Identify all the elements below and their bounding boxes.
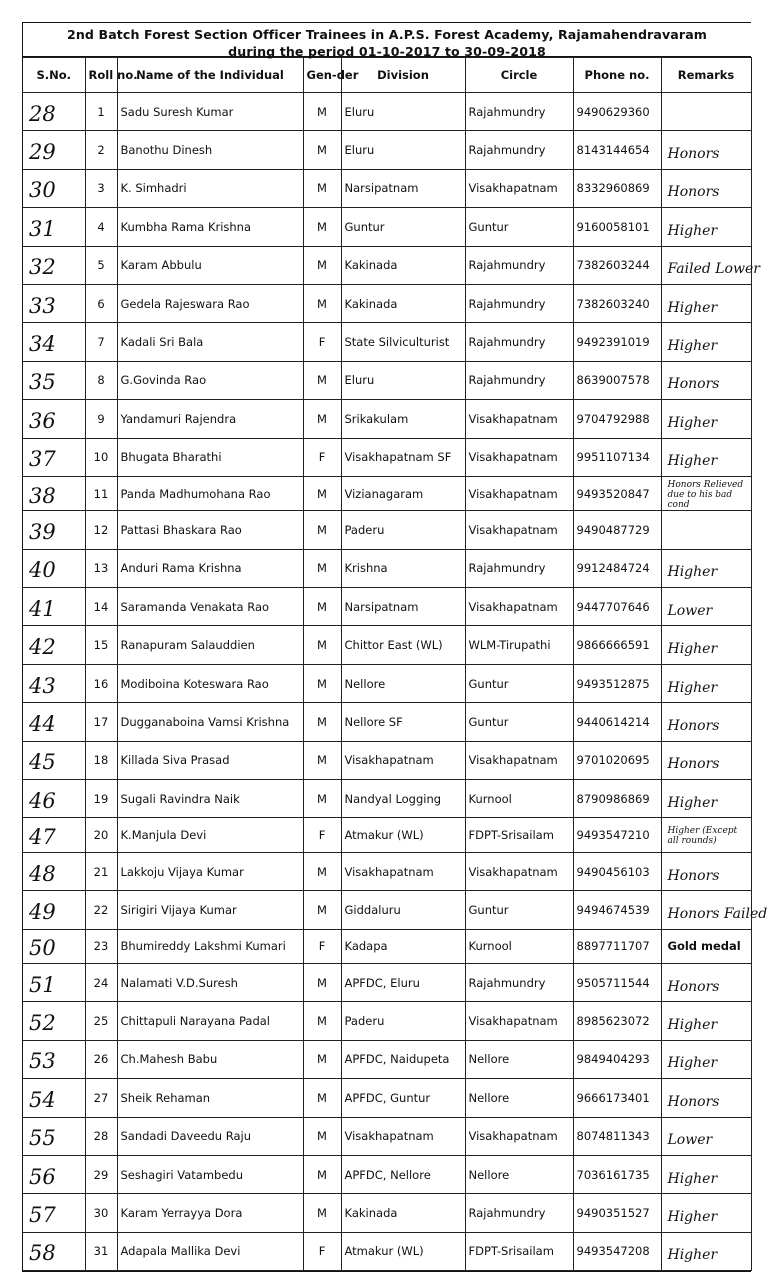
cell-gender: M bbox=[303, 963, 341, 1001]
cell-gender: M bbox=[303, 703, 341, 741]
cell-phone: 8985623072 bbox=[573, 1002, 661, 1040]
cell-circle: Rajahmundry bbox=[465, 1194, 573, 1232]
cell-phone: 9493547210 bbox=[573, 818, 661, 852]
cell-roll: 24 bbox=[85, 963, 117, 1001]
cell-name: Killada Siva Prasad bbox=[117, 741, 303, 779]
table-row bbox=[23, 400, 751, 438]
cell-name: Karam Abbulu bbox=[117, 246, 303, 284]
cell-circle: Guntur bbox=[465, 703, 573, 741]
cell-phone: 9849404293 bbox=[573, 1040, 661, 1078]
table-row bbox=[23, 626, 751, 664]
header-gender: Gen-der bbox=[303, 58, 341, 93]
cell-sno: 55 bbox=[23, 1117, 85, 1155]
cell-remarks: Higher bbox=[661, 1155, 751, 1193]
cell-roll: 21 bbox=[85, 852, 117, 890]
cell-sno: 37 bbox=[23, 438, 85, 476]
cell-phone: 8790986869 bbox=[573, 780, 661, 818]
cell-circle: Visakhapatnam bbox=[465, 169, 573, 207]
cell-name: K.Manjula Devi bbox=[117, 818, 303, 852]
cell-remarks: Higher bbox=[661, 664, 751, 702]
cell-remarks: Higher bbox=[661, 549, 751, 587]
cell-name: Modiboina Koteswara Rao bbox=[117, 664, 303, 702]
cell-roll: 16 bbox=[85, 664, 117, 702]
cell-phone: 8639007578 bbox=[573, 361, 661, 399]
cell-circle: Nellore bbox=[465, 1079, 573, 1117]
cell-sno: 36 bbox=[23, 400, 85, 438]
cell-name: Pattasi Bhaskara Rao bbox=[117, 511, 303, 549]
cell-division: Paderu bbox=[341, 1002, 465, 1040]
trainees-table bbox=[23, 57, 768, 1271]
cell-roll: 20 bbox=[85, 818, 117, 852]
cell-phone: 8143144654 bbox=[573, 131, 661, 169]
cell-gender: F bbox=[303, 1232, 341, 1270]
cell-sno: 50 bbox=[23, 929, 85, 963]
cell-division: Kakinada bbox=[341, 284, 465, 322]
table-row bbox=[23, 1079, 751, 1117]
cell-phone: 9492391019 bbox=[573, 323, 661, 361]
cell-name: Ch.Mahesh Babu bbox=[117, 1040, 303, 1078]
cell-division: Guntur bbox=[341, 208, 465, 246]
cell-sno: 58 bbox=[23, 1232, 85, 1270]
cell-roll: 22 bbox=[85, 891, 117, 929]
cell-division: Chittor East (WL) bbox=[341, 626, 465, 664]
cell-gender: F bbox=[303, 818, 341, 852]
cell-remarks: Lower bbox=[661, 1117, 751, 1155]
cell-circle: Visakhapatnam bbox=[465, 852, 573, 890]
cell-circle: Rajahmundry bbox=[465, 549, 573, 587]
cell-gender: M bbox=[303, 246, 341, 284]
cell-roll: 29 bbox=[85, 1155, 117, 1193]
cell-division: Atmakur (WL) bbox=[341, 818, 465, 852]
cell-sno: 46 bbox=[23, 780, 85, 818]
cell-remarks: Higher bbox=[661, 438, 751, 476]
cell-remarks: Failed Lower bbox=[661, 246, 751, 284]
cell-gender: M bbox=[303, 131, 341, 169]
cell-phone: 9490351527 bbox=[573, 1194, 661, 1232]
cell-phone: 9493520847 bbox=[573, 476, 661, 510]
cell-phone: 9490456103 bbox=[573, 852, 661, 890]
cell-sno: 52 bbox=[23, 1002, 85, 1040]
cell-name: K. Simhadri bbox=[117, 169, 303, 207]
cell-roll: 25 bbox=[85, 1002, 117, 1040]
cell-roll: 3 bbox=[85, 169, 117, 207]
cell-phone: 9440614214 bbox=[573, 703, 661, 741]
cell-name: Panda Madhumohana Rao bbox=[117, 476, 303, 510]
cell-phone: 9493512875 bbox=[573, 664, 661, 702]
cell-sno: 38 bbox=[23, 476, 85, 510]
cell-remarks: Higher bbox=[661, 1194, 751, 1232]
cell-gender: M bbox=[303, 1117, 341, 1155]
table-header-row bbox=[23, 58, 751, 93]
cell-remarks: Higher (Except all rounds) bbox=[661, 818, 751, 852]
cell-remarks: Honors bbox=[661, 361, 751, 399]
cell-phone: 7382603244 bbox=[573, 246, 661, 284]
cell-circle: Visakhapatnam bbox=[465, 1002, 573, 1040]
cell-circle: Guntur bbox=[465, 208, 573, 246]
cell-remarks: Honors bbox=[661, 741, 751, 779]
cell-remarks: Higher bbox=[661, 1040, 751, 1078]
table-row bbox=[23, 929, 751, 963]
cell-name: Sirigiri Vijaya Kumar bbox=[117, 891, 303, 929]
cell-name: Sandadi Daveedu Raju bbox=[117, 1117, 303, 1155]
header-sno: S.No. bbox=[23, 58, 85, 93]
cell-remarks: Honors bbox=[661, 131, 751, 169]
table-row bbox=[23, 1040, 751, 1078]
cell-circle: Rajahmundry bbox=[465, 361, 573, 399]
cell-remarks: Higher bbox=[661, 323, 751, 361]
cell-roll: 7 bbox=[85, 323, 117, 361]
table-row bbox=[23, 476, 751, 510]
cell-name: Anduri Rama Krishna bbox=[117, 549, 303, 587]
table-row bbox=[23, 891, 751, 929]
cell-division: APFDC, Nellore bbox=[341, 1155, 465, 1193]
cell-roll: 10 bbox=[85, 438, 117, 476]
cell-phone: 9490629360 bbox=[573, 93, 661, 131]
cell-phone: 9493547208 bbox=[573, 1232, 661, 1270]
cell-circle: Rajahmundry bbox=[465, 93, 573, 131]
cell-circle: Visakhapatnam bbox=[465, 438, 573, 476]
cell-roll: 5 bbox=[85, 246, 117, 284]
cell-phone: 9447707646 bbox=[573, 588, 661, 626]
header-phone: Phone no. bbox=[573, 58, 661, 93]
cell-circle: Rajahmundry bbox=[465, 246, 573, 284]
cell-roll: 8 bbox=[85, 361, 117, 399]
cell-sno: 53 bbox=[23, 1040, 85, 1078]
cell-sno: 39 bbox=[23, 511, 85, 549]
cell-roll: 1 bbox=[85, 93, 117, 131]
table-row bbox=[23, 852, 751, 890]
cell-remarks: Gold medal bbox=[661, 929, 751, 963]
table-row bbox=[23, 93, 751, 131]
cell-roll: 19 bbox=[85, 780, 117, 818]
cell-name: Ranapuram Salauddien bbox=[117, 626, 303, 664]
cell-gender: M bbox=[303, 1079, 341, 1117]
cell-gender: F bbox=[303, 929, 341, 963]
cell-division: Nellore SF bbox=[341, 703, 465, 741]
table-row bbox=[23, 588, 751, 626]
cell-name: Nalamati V.D.Suresh bbox=[117, 963, 303, 1001]
cell-division: Srikakulam bbox=[341, 400, 465, 438]
cell-sno: 40 bbox=[23, 549, 85, 587]
header-division: Division bbox=[341, 58, 465, 93]
cell-circle: Kurnool bbox=[465, 780, 573, 818]
cell-name: Yandamuri Rajendra bbox=[117, 400, 303, 438]
cell-remarks: Higher bbox=[661, 626, 751, 664]
cell-gender: M bbox=[303, 891, 341, 929]
cell-division: Visakhapatnam bbox=[341, 741, 465, 779]
cell-remarks: Higher bbox=[661, 400, 751, 438]
cell-remarks: Higher bbox=[661, 1002, 751, 1040]
table-row bbox=[23, 1155, 751, 1193]
cell-division: Visakhapatnam bbox=[341, 852, 465, 890]
table-row bbox=[23, 963, 751, 1001]
cell-sno: 30 bbox=[23, 169, 85, 207]
cell-division: Eluru bbox=[341, 93, 465, 131]
cell-circle: Guntur bbox=[465, 891, 573, 929]
table-row bbox=[23, 208, 751, 246]
cell-roll: 12 bbox=[85, 511, 117, 549]
title-line-1: 2nd Batch Forest Section Officer Trainees in A.P.S. Forest Academy, Rajamahendravaram bbox=[66, 27, 708, 42]
cell-name: Kumbha Rama Krishna bbox=[117, 208, 303, 246]
cell-gender: M bbox=[303, 208, 341, 246]
cell-division: Atmakur (WL) bbox=[341, 1232, 465, 1270]
cell-division: Giddaluru bbox=[341, 891, 465, 929]
cell-division: Nandyal Logging bbox=[341, 780, 465, 818]
cell-roll: 6 bbox=[85, 284, 117, 322]
table-row bbox=[23, 438, 751, 476]
cell-gender: M bbox=[303, 93, 341, 131]
cell-phone: 9951107134 bbox=[573, 438, 661, 476]
cell-division: Visakhapatnam bbox=[341, 1117, 465, 1155]
cell-circle: Kurnool bbox=[465, 929, 573, 963]
cell-division: Narsipatnam bbox=[341, 169, 465, 207]
cell-circle: Rajahmundry bbox=[465, 323, 573, 361]
cell-roll: 4 bbox=[85, 208, 117, 246]
cell-remarks bbox=[661, 511, 751, 549]
cell-gender: M bbox=[303, 400, 341, 438]
cell-roll: 17 bbox=[85, 703, 117, 741]
cell-remarks: Higher bbox=[661, 780, 751, 818]
cell-phone: 8332960869 bbox=[573, 169, 661, 207]
cell-gender: M bbox=[303, 852, 341, 890]
cell-name: Banothu Dinesh bbox=[117, 131, 303, 169]
cell-remarks: Honors bbox=[661, 963, 751, 1001]
cell-name: Sugali Ravindra Naik bbox=[117, 780, 303, 818]
cell-sno: 48 bbox=[23, 852, 85, 890]
cell-remarks: Honors Failed bbox=[661, 891, 751, 929]
cell-division: APFDC, Eluru bbox=[341, 963, 465, 1001]
cell-phone: 9866666591 bbox=[573, 626, 661, 664]
cell-phone: 8074811343 bbox=[573, 1117, 661, 1155]
cell-division: APFDC, Naidupeta bbox=[341, 1040, 465, 1078]
cell-name: G.Govinda Rao bbox=[117, 361, 303, 399]
cell-division: Visakhapatnam SF bbox=[341, 438, 465, 476]
cell-gender: F bbox=[303, 323, 341, 361]
cell-gender: M bbox=[303, 626, 341, 664]
header-remarks: Remarks bbox=[661, 58, 751, 93]
cell-division: Paderu bbox=[341, 511, 465, 549]
cell-gender: M bbox=[303, 1040, 341, 1078]
cell-sno: 47 bbox=[23, 818, 85, 852]
cell-sno: 29 bbox=[23, 131, 85, 169]
cell-phone: 9505711544 bbox=[573, 963, 661, 1001]
cell-roll: 30 bbox=[85, 1194, 117, 1232]
cell-roll: 18 bbox=[85, 741, 117, 779]
cell-name: Kadali Sri Bala bbox=[117, 323, 303, 361]
cell-gender: M bbox=[303, 476, 341, 510]
cell-circle: Visakhapatnam bbox=[465, 588, 573, 626]
table-row bbox=[23, 511, 751, 549]
cell-sno: 49 bbox=[23, 891, 85, 929]
cell-remarks: Higher bbox=[661, 1232, 751, 1270]
cell-name: Sheik Rehaman bbox=[117, 1079, 303, 1117]
cell-phone: 9666173401 bbox=[573, 1079, 661, 1117]
cell-name: Karam Yerrayya Dora bbox=[117, 1194, 303, 1232]
cell-circle: Visakhapatnam bbox=[465, 400, 573, 438]
cell-sno: 57 bbox=[23, 1194, 85, 1232]
cell-phone: 7036161735 bbox=[573, 1155, 661, 1193]
cell-roll: 2 bbox=[85, 131, 117, 169]
cell-circle: Visakhapatnam bbox=[465, 476, 573, 510]
cell-roll: 28 bbox=[85, 1117, 117, 1155]
cell-name: Seshagiri Vatambedu bbox=[117, 1155, 303, 1193]
cell-division: Krishna bbox=[341, 549, 465, 587]
cell-roll: 27 bbox=[85, 1079, 117, 1117]
cell-remarks: Higher bbox=[661, 208, 751, 246]
cell-name: Gedela Rajeswara Rao bbox=[117, 284, 303, 322]
cell-roll: 13 bbox=[85, 549, 117, 587]
cell-gender: M bbox=[303, 284, 341, 322]
cell-name: Bhumireddy Lakshmi Kumari bbox=[117, 929, 303, 963]
cell-circle: Rajahmundry bbox=[465, 284, 573, 322]
cell-phone: 9494674539 bbox=[573, 891, 661, 929]
cell-circle: Nellore bbox=[465, 1155, 573, 1193]
cell-sno: 35 bbox=[23, 361, 85, 399]
cell-remarks: Honors bbox=[661, 169, 751, 207]
cell-sno: 31 bbox=[23, 208, 85, 246]
cell-division: APFDC, Guntur bbox=[341, 1079, 465, 1117]
cell-circle: Visakhapatnam bbox=[465, 511, 573, 549]
cell-phone: 9701020695 bbox=[573, 741, 661, 779]
cell-remarks: Lower bbox=[661, 588, 751, 626]
cell-gender: M bbox=[303, 1155, 341, 1193]
table-row bbox=[23, 703, 751, 741]
cell-circle: Guntur bbox=[465, 664, 573, 702]
header-roll: Roll no. bbox=[85, 58, 117, 93]
cell-sno: 32 bbox=[23, 246, 85, 284]
cell-circle: Nellore bbox=[465, 1040, 573, 1078]
cell-remarks: Higher bbox=[661, 284, 751, 322]
table-row bbox=[23, 246, 751, 284]
cell-sno: 42 bbox=[23, 626, 85, 664]
table-row bbox=[23, 1232, 751, 1270]
cell-circle: FDPT-Srisailam bbox=[465, 818, 573, 852]
table-row bbox=[23, 1002, 751, 1040]
cell-remarks: Honors bbox=[661, 703, 751, 741]
cell-division: Vizianagaram bbox=[341, 476, 465, 510]
cell-gender: M bbox=[303, 549, 341, 587]
cell-circle: Rajahmundry bbox=[465, 963, 573, 1001]
cell-gender: M bbox=[303, 169, 341, 207]
cell-roll: 23 bbox=[85, 929, 117, 963]
table-row bbox=[23, 1117, 751, 1155]
cell-division: Nellore bbox=[341, 664, 465, 702]
cell-division: Kadapa bbox=[341, 929, 465, 963]
cell-roll: 15 bbox=[85, 626, 117, 664]
cell-name: Sadu Suresh Kumar bbox=[117, 93, 303, 131]
cell-division: Kakinada bbox=[341, 1194, 465, 1232]
cell-gender: F bbox=[303, 438, 341, 476]
cell-sno: 28 bbox=[23, 93, 85, 131]
table-row bbox=[23, 741, 751, 779]
table-row bbox=[23, 323, 751, 361]
table-body bbox=[23, 93, 768, 1271]
cell-remarks bbox=[661, 93, 751, 131]
table-row bbox=[23, 361, 751, 399]
cell-phone: 9490487729 bbox=[573, 511, 661, 549]
cell-sno: 45 bbox=[23, 741, 85, 779]
cell-gender: M bbox=[303, 1194, 341, 1232]
table-row bbox=[23, 664, 751, 702]
table-row bbox=[23, 549, 751, 587]
document-title bbox=[23, 23, 751, 57]
table-row bbox=[23, 169, 751, 207]
cell-remarks: Honors bbox=[661, 1079, 751, 1117]
cell-name: Lakkoju Vijaya Kumar bbox=[117, 852, 303, 890]
cell-division: Narsipatnam bbox=[341, 588, 465, 626]
cell-name: Saramanda Venakata Rao bbox=[117, 588, 303, 626]
cell-circle: Rajahmundry bbox=[465, 131, 573, 169]
cell-circle: WLM-Tirupathi bbox=[465, 626, 573, 664]
table-row bbox=[23, 780, 751, 818]
cell-sno: 43 bbox=[23, 664, 85, 702]
cell-division: State Silviculturist bbox=[341, 323, 465, 361]
cell-sno: 44 bbox=[23, 703, 85, 741]
cell-circle: Visakhapatnam bbox=[465, 741, 573, 779]
table-row bbox=[23, 131, 751, 169]
cell-name: Dugganaboina Vamsi Krishna bbox=[117, 703, 303, 741]
cell-name: Adapala Mallika Devi bbox=[117, 1232, 303, 1270]
cell-phone: 9160058101 bbox=[573, 208, 661, 246]
cell-division: Eluru bbox=[341, 131, 465, 169]
cell-roll: 26 bbox=[85, 1040, 117, 1078]
cell-gender: M bbox=[303, 361, 341, 399]
cell-gender: M bbox=[303, 588, 341, 626]
title-line-2: during the period 01-10-2017 to 30-09-2018 bbox=[228, 44, 546, 59]
cell-name: Bhugata Bharathi bbox=[117, 438, 303, 476]
cell-phone: 8897711707 bbox=[573, 929, 661, 963]
table-row bbox=[23, 818, 751, 852]
cell-sno: 34 bbox=[23, 323, 85, 361]
cell-roll: 9 bbox=[85, 400, 117, 438]
cell-circle: Visakhapatnam bbox=[465, 1117, 573, 1155]
cell-gender: M bbox=[303, 511, 341, 549]
cell-roll: 31 bbox=[85, 1232, 117, 1270]
cell-name: Chittapuli Narayana Padal bbox=[117, 1002, 303, 1040]
header-name: Name of the Individual bbox=[117, 58, 303, 93]
cell-roll: 11 bbox=[85, 476, 117, 510]
table-row bbox=[23, 1194, 751, 1232]
cell-phone: 9912484724 bbox=[573, 549, 661, 587]
cell-phone: 9704792988 bbox=[573, 400, 661, 438]
cell-phone: 7382603240 bbox=[573, 284, 661, 322]
cell-gender: M bbox=[303, 664, 341, 702]
cell-sno: 54 bbox=[23, 1079, 85, 1117]
cell-division: Kakinada bbox=[341, 246, 465, 284]
cell-circle: FDPT-Srisailam bbox=[465, 1232, 573, 1270]
cell-roll: 14 bbox=[85, 588, 117, 626]
cell-division: Eluru bbox=[341, 361, 465, 399]
table-row bbox=[23, 284, 751, 322]
cell-gender: M bbox=[303, 1002, 341, 1040]
cell-sno: 33 bbox=[23, 284, 85, 322]
cell-sno: 56 bbox=[23, 1155, 85, 1193]
cell-gender: M bbox=[303, 741, 341, 779]
document-sheet bbox=[22, 22, 768, 1272]
cell-gender: M bbox=[303, 780, 341, 818]
cell-remarks: Honors Relieved due to his bad cond bbox=[661, 476, 751, 510]
cell-sno: 41 bbox=[23, 588, 85, 626]
header-circle: Circle bbox=[465, 58, 573, 93]
cell-remarks: Honors bbox=[661, 852, 751, 890]
cell-sno: 51 bbox=[23, 963, 85, 1001]
